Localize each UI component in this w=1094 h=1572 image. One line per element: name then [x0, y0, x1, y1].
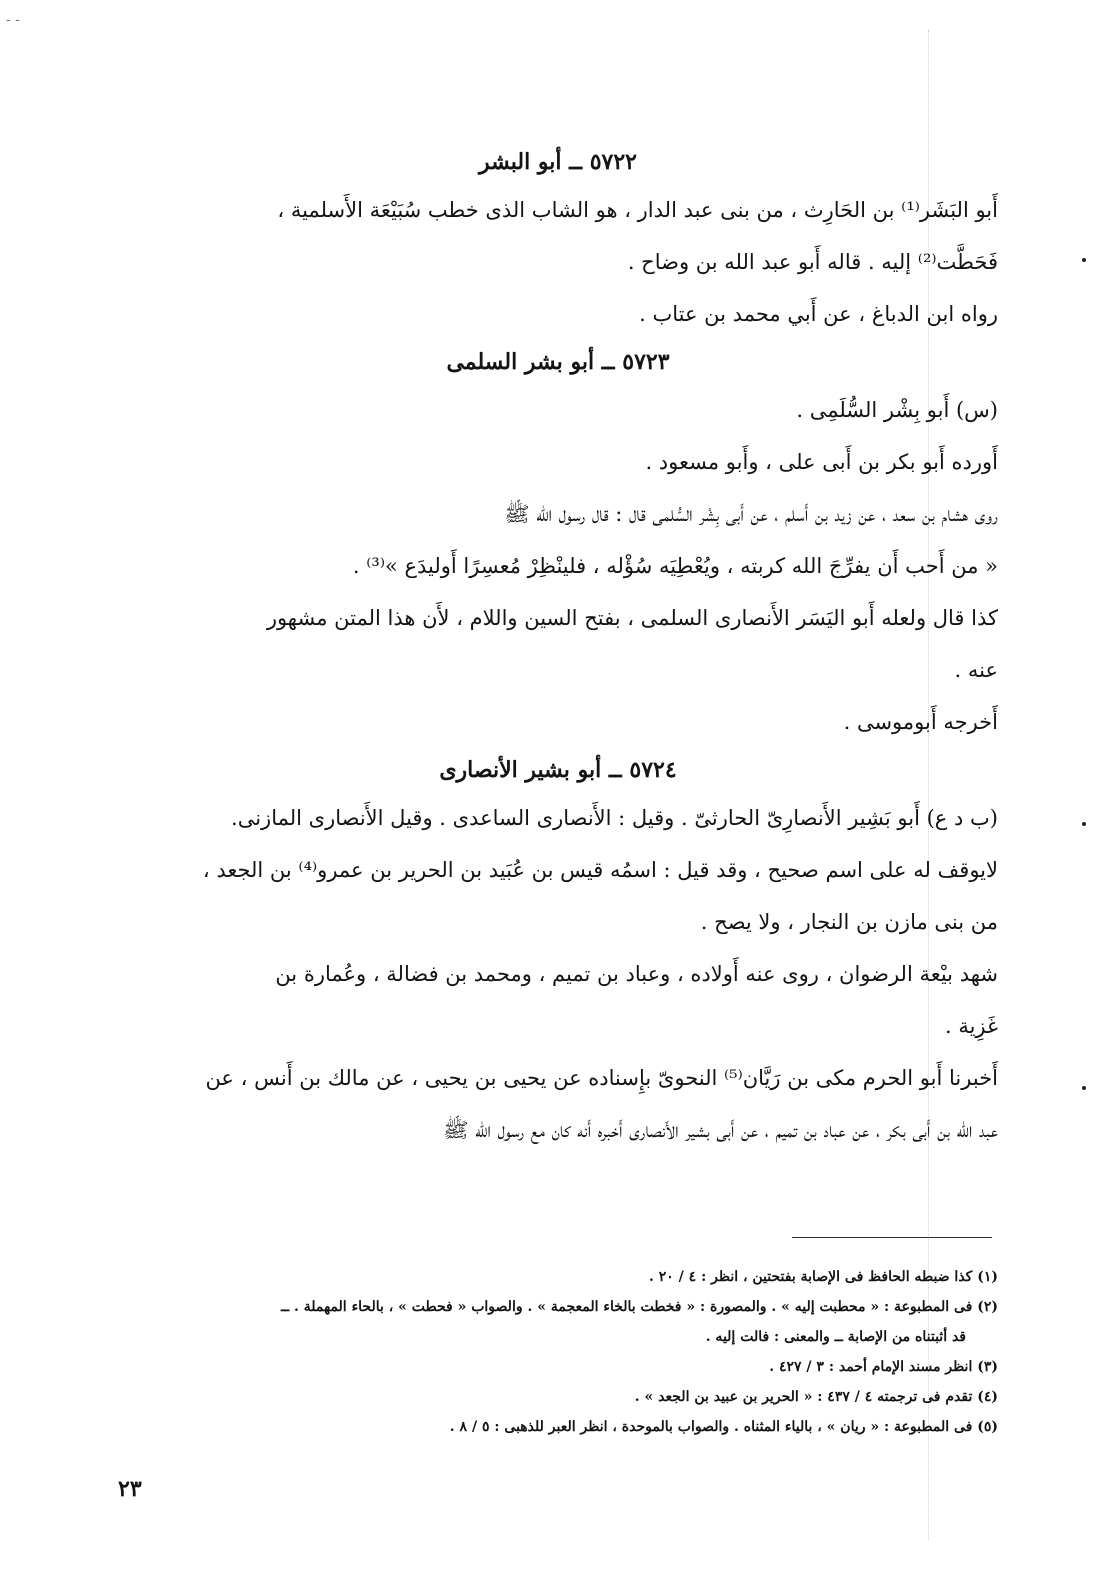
- footnote: (٢) فى المطبوعة : « محطبت إليه » . والمصورة : « فخطت بالخاء المعجمة » . والصواب « فحطت » ، بالحاء المهملة . ــ: [280, 1299, 998, 1315]
- scan-speck: [1082, 1086, 1086, 1090]
- entry-heading: ٥٧٢٤ ــ أبو بشير الأنصارى: [439, 757, 677, 783]
- text-line: أَبو البَشَر⁽¹⁾ بن الحَارِث ، من بنى عبد الدار ، هو الشاب الذى خطب سُبَيْعَة الأَسلمية ،: [277, 198, 998, 222]
- text-line: (ب د ع) أَبو بَشِير الأَنصارِىّ الحارثىّ . وقيل : الأَنصارى الساعدى . وقيل الأَنصارى المازنى.: [231, 806, 998, 830]
- text-line: (س) أَبو بِشْر السُّلَمِى .: [796, 398, 998, 422]
- text-line: لايوقف له على اسم صحيح ، وقد قيل : اسمُه قيس بن عُبَيد بن الحرير بن عمرو⁽⁴⁾ بن الجعد ،: [202, 858, 998, 882]
- text-line: كذا قال ولعله أَبو اليَسَر الأَنصارى السلمى ، بفتح السين واللام ، لأَن هذا المتن مشهور: [266, 606, 998, 630]
- text-line: فَحَطَّت⁽²⁾ إليه . قاله أَبو عبد الله بن وضاح .: [627, 250, 998, 274]
- footnote: (٣) انظر مسند الإمام أحمد : ٣ / ٤٢٧ .: [769, 1359, 998, 1375]
- text-line: عبد الله بن أَبى بكر ، عن عباد بن تميم ، عن أَبى بشير الأَنصارى أَخبره أَنه كان مع رسول الله ﷺ: [443, 1118, 998, 1142]
- footnote-continuation: قد أثبتناه من الإصابة ــ والمعنى : فالت إليه .: [705, 1329, 966, 1345]
- entry-paragraph: [118, 184, 998, 288]
- text-line: عنه .: [954, 658, 998, 682]
- footnote: (٥) فى المطبوعة : « ريان » ، بالياء المثناه . والصواب بالموحدة ، انظر العبر للذهبى : ٥ / ٨ .: [449, 1419, 998, 1435]
- text-line: شهد بيْعة الرضوان ، روى عنه أَولاده ، وعباد بن تميم ، ومحمد بن فضالة ، وعُمارة بن: [275, 962, 998, 986]
- entry-paragraph: [118, 288, 998, 340]
- footnotes: [118, 1262, 998, 1442]
- entry-heading: ٥٧٢٣ ــ أبو بشر السلمى: [446, 349, 670, 375]
- page-number: ٢٣: [118, 1476, 142, 1502]
- entry-paragraph: [118, 948, 998, 1052]
- text-line: روى هشام بن سعد ، عن زيد بن أَسلم ، عن أَبى بِشْر السُّلمى قال : قال رسول الله ﷺ: [504, 502, 998, 526]
- entry-paragraph: [118, 436, 998, 488]
- text-line: « من أَحب أَن يفرِّجَ الله كربته ، ويُعْطِيَه سُؤْله ، فلينْظِرْ مُعسِرًا أَوليدَع »⁽³⁾ .: [352, 554, 998, 578]
- scan-speck: [1082, 258, 1086, 262]
- text-line: أَخبرنا أَبو الحرم مكى بن رَيَّان⁽⁵⁾ النحوىّ بإِسناده عن يحيى بن يحيى ، عن مالك بن أَنس ، عن: [205, 1066, 998, 1090]
- entry-paragraph: [118, 488, 998, 592]
- entry-heading: ٥٧٢٢ ــ أبو البشر: [479, 149, 637, 175]
- entry-paragraph: [118, 592, 998, 696]
- scan-speck: [1082, 822, 1086, 826]
- main-text: [118, 140, 998, 1156]
- entry-paragraph: [118, 384, 998, 436]
- entry-paragraph: [118, 792, 998, 948]
- footnote-separator: [792, 1237, 992, 1238]
- footnote: (٤) تقدم فى ترجمته ٤ / ٤٣٧ : « الحرير بن عبيد بن الجعد » .: [634, 1389, 998, 1405]
- text-line: غَزِية .: [944, 1014, 998, 1038]
- text-line: أَخرجه أَبوموسى .: [843, 710, 998, 734]
- footnote: (١) كذا ضبطه الحافظ فى الإصابة بفتحتين ، انظر : ٤ / ٢٠ .: [649, 1269, 998, 1285]
- entry-paragraph: [118, 696, 998, 748]
- text-line: أَورده أَبو بكر بن أَبى على ، وأَبو مسعود .: [645, 450, 998, 474]
- text-line: رواه ابن الدباغ ، عن أَبي محمد بن عتاب .: [639, 302, 998, 326]
- scan-margin-mark: - -: [6, 12, 20, 28]
- text-line: من بنى مازن بن النجار ، ولا يصح .: [700, 910, 998, 934]
- entry-paragraph: [118, 1052, 998, 1156]
